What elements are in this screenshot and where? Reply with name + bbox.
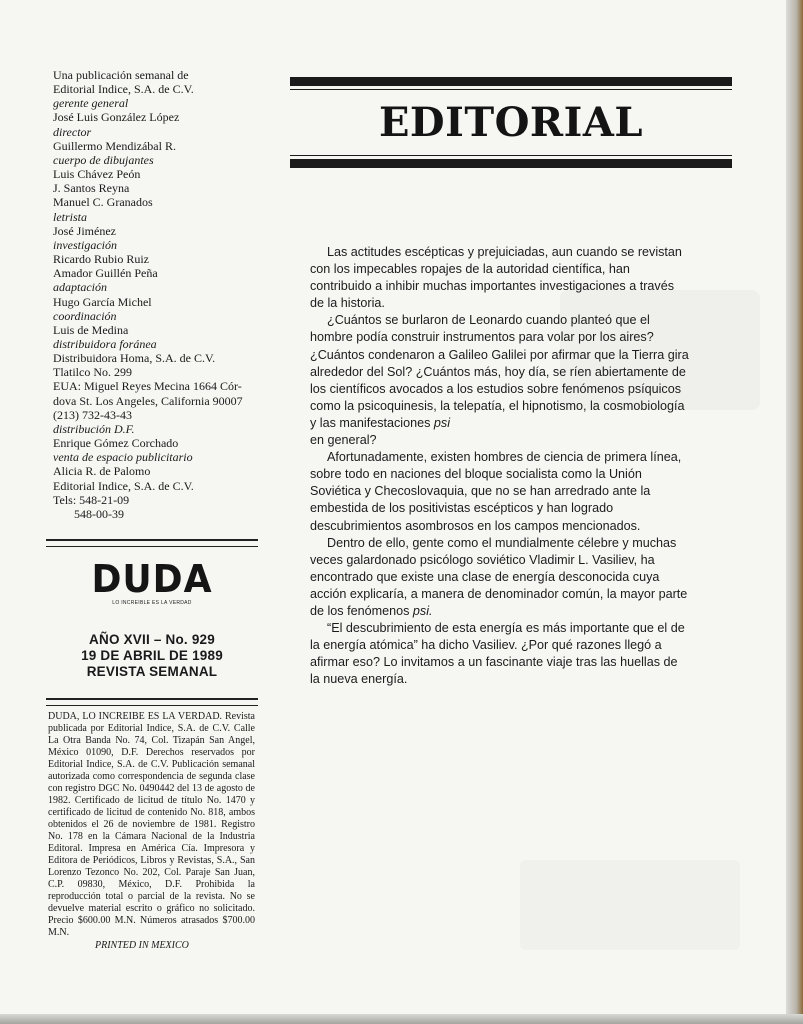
credit-name: Luis de Medina xyxy=(53,322,129,337)
paragraph-2-tail: en general? xyxy=(310,433,377,448)
editorial-bottom-bar xyxy=(290,159,732,168)
credit-role: letrista xyxy=(53,209,88,224)
credit-role: distribución D.F. xyxy=(53,421,135,436)
credit-name: Guillermo Mendizábal R. xyxy=(53,138,176,153)
psi-term: psi xyxy=(433,415,451,430)
editorial-top-hairline xyxy=(290,89,732,90)
credit-name: EUA: Miguel Reyes Mecina 1664 Cór- xyxy=(53,379,242,394)
logo-tagline: LO INCREIBLE ES LA VERDAD xyxy=(112,600,192,606)
credit-name: J. Santos Reyna xyxy=(53,181,130,196)
issue-info xyxy=(46,632,258,680)
credit-name: Manuel C. Granados xyxy=(53,195,153,210)
credit-name: Enrique Gómez Corchado xyxy=(53,436,179,451)
legal-notice xyxy=(48,711,255,952)
credit-name: (213) 732-43-43 xyxy=(53,407,132,422)
bleed-through-shade-lower xyxy=(520,860,740,950)
page-edge-bottom xyxy=(0,1014,803,1024)
masthead-divider-top xyxy=(46,539,258,547)
credit-name: Hugo García Michel xyxy=(53,294,152,309)
credit-name: Ricardo Rubio Ruiz xyxy=(53,252,149,267)
credit-name: Distribuidora Homa, S.A. de C.V. xyxy=(53,351,216,366)
credit-name: Editorial Indice, S.A. de C.V. xyxy=(53,82,194,97)
issue-date: 19 DE ABRIL DE 1989 xyxy=(81,648,223,663)
credit-role: director xyxy=(53,124,92,139)
credit-role: distribuidora foránea xyxy=(53,336,157,351)
paragraph-2-text: ¿Cuántos se burlaron de Leonardo cuando planteó que el hombre podía construir instrumentos para volar por los aires? ¿Cuántos condenaron a Galileo Galilei por afirmar que la Tierra gira alrededor del Sol? ¿Cuántos más, hoy día, se ríen abiertamente de los científicos avocados a los estudios sobre fenómenos psíquicos como la psicoquinesis, la telepatía, el hipnotismo, la cosmobiología y las manifestaciones xyxy=(310,313,689,430)
masthead-credits xyxy=(53,68,268,521)
editorial-bottom-hairline xyxy=(290,155,732,156)
editorial-body xyxy=(310,244,690,688)
editorial-paragraph-1: Las actitudes escépticas y prejuiciadas, aun cuando se revistan con los impecables ropajes de la autoridad científica, han contribuido a inhibir muchas importantes investigaciones a través de la historia. xyxy=(310,245,682,311)
credit-role: venta de espacio publicitario xyxy=(53,450,193,465)
credit-role: gerente general xyxy=(53,96,129,111)
credit-role: coordinación xyxy=(53,308,117,323)
credit-name: 548-00-39 xyxy=(53,506,124,521)
editorial-paragraph-2 xyxy=(310,312,690,449)
credit-role: cuerpo de dibujantes xyxy=(53,152,154,167)
credit-name: Alicia R. de Palomo xyxy=(53,464,151,479)
credit-name: Amador Guillén Peña xyxy=(53,266,158,281)
editorial-title: EDITORIAL xyxy=(378,99,644,146)
masthead-divider-bottom xyxy=(46,698,258,706)
editorial-paragraph-4 xyxy=(310,535,690,620)
credit-name: Editorial Indice, S.A. de C.V. xyxy=(53,478,194,493)
duda-logo: DUDA xyxy=(91,557,213,601)
issue-frequency: REVISTA SEMANAL xyxy=(86,664,218,679)
editorial-paragraph-3: Afortunadamente, existen hombres de ciencia de primera línea, sobre todo en naciones del bloque socialista como la Unión Soviética y Checoslovaquia, que no se han arredrado ante la embestida de los positivistas escépticos y han logrado descubrimientos asombrosos en los campos mencionados. xyxy=(310,450,682,533)
credit-role: investigación xyxy=(53,237,117,252)
printed-in-mexico: PRINTED IN MEXICO xyxy=(95,940,189,952)
credit-name: José Jiménez xyxy=(53,223,116,238)
credit-name: Una publicación semanal de xyxy=(53,68,189,82)
credit-name: Luis Chávez Peón xyxy=(53,167,141,182)
editorial-paragraph-5: “El descubrimiento de esta energía es más importante que el de la energía atómica” ha dicho Vasiliev. ¿Por qué razones llegó a afirmar eso? Lo invitamos a un fascinante viaje tras las huellas de la nueva energía. xyxy=(310,621,685,687)
credit-role: adaptación xyxy=(53,280,107,295)
credit-name: Tels: 548-21-09 xyxy=(53,492,130,507)
duda-logo-block xyxy=(46,557,258,606)
credit-name: José Luis González López xyxy=(53,110,180,125)
editorial-top-bar xyxy=(290,77,732,86)
credit-name: dova St. Los Angeles, California 90007 xyxy=(53,393,243,408)
legal-text: DUDA, LO INCREIBE ES LA VERDAD. Revista publicada por Editorial Indice, S.A. de C.V. Calle La Otra Banda No. 74, Col. Tizapán San Angel, México 01090, D.F. Derechos reservados por Editorial Indice, S.A. de C.V. Publicación semanal autorizada como correspondencia de segunda clase con registro DGC No. 0490442 del 13 de agosto de 1982. Certificado de licitud de título No. 1470 y certificado de licitud de contenido No. 818, ambos obtenidos el 26 de noviembre de 1981. Registro No. 178 en la Cámara Nacional de la Industria Editoral. Impresa en América Cía. Impresora y Editora de Periódicos, Libros y Revistas, S.A., San Lorenzo Tezonco No. 202, Col. Paraje San Juan, C.P. 09830, México, D.F. Prohibida la reproducción total o parcial de la revista. No se devuelve material escrito o gráfico no solicitado. Precio $600.00 M.N. Números atrasados $700.00 M.N. xyxy=(48,711,255,939)
page-edge-right xyxy=(786,0,803,1024)
paragraph-4-text: Dentro de ello, gente como el mundialmente célebre y muchas veces galardonado psicólogo soviético Vladimir L. Vasiliev, ha encontrado que existe una clase de energía desconocida cuya acción explicaría, a manera de denominador común, la mayor parte de los fenómenos xyxy=(310,535,688,618)
credit-name: Tlatilco No. 299 xyxy=(53,365,132,380)
psi-term-2: psi. xyxy=(412,603,433,618)
issue-number: AÑO XVII – No. 929 xyxy=(89,632,215,647)
